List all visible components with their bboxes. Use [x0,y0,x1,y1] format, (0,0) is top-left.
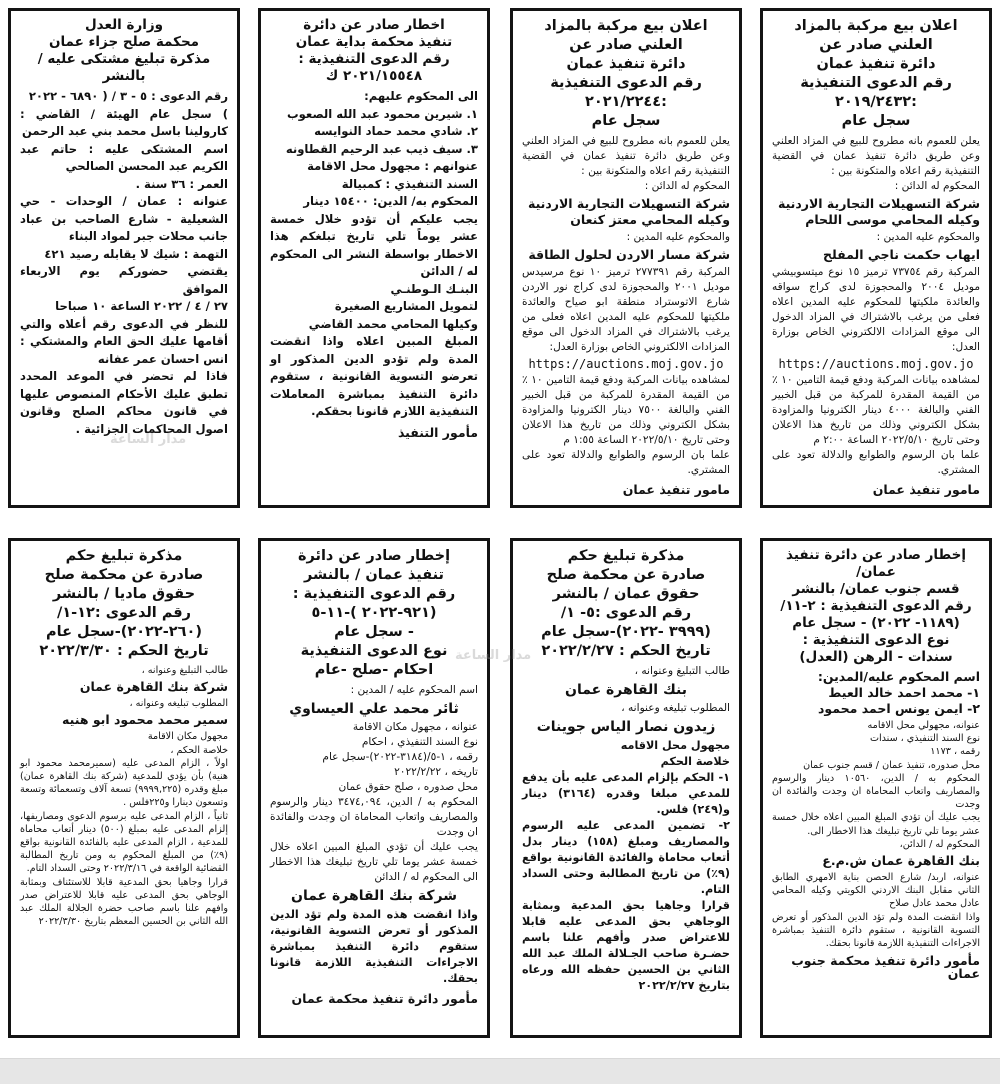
watermark: مدار الساعة [455,648,532,663]
recipient-name: زيدون نصار الياس جوينات [536,719,716,735]
notice-vehicle-auction-2019 [760,8,992,508]
auction-url: https://auctions.moj.gov.jo [528,357,724,371]
notice-intro: يعلن للعموم بانه مطروح للبيع في المزاد العلني وعن طريق دائرة تنفيذ عمان في القضية التنفيذية رقم اعلاه والمتكونة بين : المحكوم له الدائن : [772,135,980,192]
notice-header: اخطار صادر عن دائرة تنفيذ محكمة بداية عمان رقم الدعوى التنفيذية : ٢٠٢١/١٥٥٤٨ ك [295,17,453,84]
notice-body: رقم الدعوى : ٥ - ٣ / ( ٦٨٩٠ - ٢٠٢٢ ) سجل عام الهيئة / القاضي : كارولينا باسل محمد بني عبد الرحمن اسم المشتكى عليه : حاتم عبد الكريم عبد المحسن الصالحي العمر : ٣٦ سنة . عنوانه : عمان / الوحدات - حي الشعيلية - شارع الصاحب بن عباد جانب محلات جبر لمواد البناء التهمة : شيك لا يقابله رصيد ٤٢١ يقتضي حضوركم يوم الاربعاء الموافق ٢٧ / ٤ / ٢٠٢٢ الساعة ١٠ صباحا للنظر في الدعوى رقم أعلاه والتي أقامها عليك الحق العام والمشتكي : انس احسان عمر عفانه فاذا لم تحضر في الموعد المحدد تطبق عليك الأحكام المنصوص عليها في قانون محاكم الصلح وقانون اصول المحاكمات الجزائية . [20,89,228,436]
notice-header: مذكرة تبليغ حكم صادرة عن محكمة صلح حقوق عمان / بالنشر رقم الدعوى :٥- ١/ (٣٩٩٩ -٢٠٢٢)-سجل عام تاريخ الحكم : ٢٠٢٢/٢/٢٧ [541,548,711,659]
auction-terms: لمشاهده بيانات المركبة ودفع قيمة التامين ١٠ ٪ من القيمة المقدرة للمركبة من قبل الخبير الفني والبالغة ٤٠٠٠ دينار الكترونيا والمزاودة بشكل الكتروني وذلك من تاريخ هذا الاعلان وحتى تاريخ ٢٠٢٢/٥/١٠ الساعة ٢:٠٠ م علما بان الرسوم والطوابع والدلالة تعود على المشتري. [772,374,980,476]
notice-header: مذكرة تبليغ حكم صادرة عن محكمة صلح حقوق ماديا / بالنشر رقم الدعوى :١٢-١/ (٢٦٠-٢٠٢٢)-سجل عام تاريخ الحكم : ٢٠٢٢/٣/٣٠ [39,548,209,659]
judgment-summary: مجهول مكان الاقامة خلاصة الحكم ، اولاً ، الزام المدعى عليه (سميرمحمد محمود ابو هنية) بأن يؤدي للمدعية (شركة بنك القاهرة عمان) مبلغ وقدره (٩٩٩٩,٢٢٥) تسعة آلاف وتسعمائة وتسعة وتسعون دينارا و٢٢٥فلس . ثانياً ، الزام المدعى عليه برسوم الدعوى ومصاريفها، إلزام المدعى عليه بمبلغ (٥٠٠) دينار أتعاب محاماة للمدعية ، الزام المدعى عليه بالفائدة القانونية بواقع (٩٪) من المبلغ المحكوم به ومن تاريخ المطالبة القضائية الواقعة في ٢٠٢٢/٣/١٦ وحتى السداد التام. قرارا وجاهيا بحق المدعية قابلا للاستئناف وبمثابة الوجاهي بحق المدعى عليه قابلا للاعتراض صدر وافهم علنا باسم صاحب حضرة الجلالة الملك عبد الله الثاني بن الحسين المعظم بتاريخ ٢٠٢٢/٣/٣٠ [20,731,229,928]
notice-header: اعلان بيع مركبة بالمزاد العلني صادر عن دائرة تنفيذ عمان رقم الدعوى التنفيذية :٢٠١٩/٢٤٣٢ سجل عام [794,18,958,129]
notice-closing: عنوانه، اربد/ شارع الحصن بناية الامهري الطابق الثاني مقابل البنك الاردني الكويتي وكيله المحامي عادل محمد عادل صلاح واذا انقضت المدة ولم تؤد الدين المذكور أو تعرض التسوية القانونية ، ستقوم دائرة التنفيذ بمباشرة الاجراءات التنفيذية اللازمة قانونا بحقك. [772,872,980,950]
signature: مامور تنفيذ عمان [622,482,730,497]
requester-label: طالب التبليغ وعنوانه ، [634,665,730,677]
notice-header: إخطار صادر عن دائرة تنفيذ عمان/ قسم جنوب عمان/ بالنشر رقم الدعوى التنفيذية : ٢-١١/ (١١٨٩- ٢٠٢٢) - سجل عام نوع الدعوى التنفيذية : سندات - الرهن (العدل) [780,547,972,665]
creditor-name: بنك القاهرة عمان ش.م.ع [822,853,980,869]
debtor-label: والمحكوم عليه المدين : [876,231,980,243]
notice-vehicle-auction-2021 [510,8,742,508]
requester-label: طالب التبليغ وعنوانه ، [141,665,228,676]
notice-intro: يعلن للعموم بانه مطروح للبيع في المزاد العلني وعن طريق دائرة تنفيذ عمان في القضية التنفيذية رقم اعلاه والمتكونة بين : المحكوم له الدائن : [522,135,730,192]
judgment-summary: مجهول محل الاقامه خلاصة الحكم ١- الحكم بإلزام المدعى عليه بأن يدفع للمدعي مبلغا وقدره (٣١٦٤) دينار و(٢٤٩) فلس. ٢- تضمين المدعى عليه الرسوم والمصاريف ومبلغ (١٥٨) دينار بدل أتعاب محاماة والفائدة القانونية بواقع (٩٪) من تاريخ المطالبة وحتى السداد التام. قرارا وجاهيا بحق المدعية وبمثابة الوجاهي بحق المدعى عليه قابلا للاعتراض صدر وأفهم علنا باسم حضـرة صاحب الجـلالة الملك عبد الله الثاني بن الحسين حفظه الله ورعاه بتاريخ ٢٠٢٢/٢/٢٧ [522,739,730,992]
signature: مأمور دائرة تنفيذ محكمة جنوب عمان [791,953,980,982]
vehicle-details: المركبة رقم ٢٧٧٣٩١ ترميز ١٠ نوع مرسيدس موديل ٢٠٠١ والمحجوزة لدى كراج نور الاردن شارع الاتوستراد منطقة ابو صياح والعائدة ملكيتها للمحكوم عليه المدين اعلاه فعلى من يرغب بالاشتراك في المزاد الدخول الى موقع المزادات الالكتروني الخاص بوزارة العدل: [522,266,731,353]
notice-header: وزارة العدل محكمة صلح جزاء عمان مذكرة تبليغ مشتكى عليه / بالنشر [37,17,211,84]
debtor-name: ايهاب حكمت ناجي المفلح [823,247,980,262]
debtor-name: شركة مسار الاردن لحلول الطاقة [528,247,730,262]
notice-judgment-cairo-amman-bank [510,538,742,1038]
signature: مأمور التنفيذ [397,424,478,440]
notice-closing: واذا انقضت هذه المدة ولم تؤد الدين المذكور أو تعرض التسوية القانونية، ستقوم دائرة التنفيذ بمباشرة الاجراءات التنفيذية اللازمة قانونا بحقك. [270,908,478,985]
recipient-label: المطلوب تبليغه وعنوانه ، [621,702,730,714]
requester-name: شركة بنك القاهرة عمان [79,679,228,695]
notice-judgment-madaba [8,538,240,1038]
recipient-label: المطلوب تبليغه وعنوانه ، [129,698,228,710]
notice-body: الى المحكوم عليهم: ١. شيرين محمود عبد الله الصعوب ٢. شادي محمد حماد النوايسه ٣. سيف ذيب عبد الرحيم القطاونه عنوانهم : مجهول محل الاقامة السند التنفيذي : كمبيالة المحكوم به/ الدين: ١٥٤٠٠ دينار يجب عليكم أن تؤدو خلال خمسة عشر يوماً تلي تاريخ تبلغكم هذا الاخطار بواسطة النشر الى المحكوم له / الدائن البنـك الـوطنـي لتمويل المشاريع الصغيرة وكيلها المحامي محمد القاضي المبلغ المبين اعلاه واذا انقضت المدة ولم تؤدو الدين المذكور او تعرضو التسوية القانونية ، ستقوم دائرة التنفيذ بمباشرة المعاملات التنفيذية اللازم قانونا بحقكم. [270,89,478,418]
signature: مأمور دائرة تنفيذ محكمة عمان [291,991,478,1006]
notice-details: عنوانه ، مجهول مكان الاقامة نوع السند التنفيذي ، احكام رقمه ، ١-٥/(٣١٨٤-٢٠٢٢)-سجل عام تاريخه ، ٢٠٢٢/٢/٢٢ محل صدوره ، صلح حقوق عمان المحكوم به / الدين، ٣٤٧٤,٠٩٤ دينار والرسوم والمصاريف واتعاب المحاماة ان وجدت والفائدة ان وجدت يجب عليك أن تؤدي المبلغ المبين اعلاه خلال خمسة عشر يوما تلي تاريخ تبليغك هذا الاخطار الى المحكوم له / الدائن [270,721,478,883]
creditor-name: شركة التسهيلات التجارية الاردنية وكيله المحامي موسى اللحام [777,196,980,227]
notice-header: إخطار صادر عن دائرة تنفيذ عمان / بالنشر رقم الدعوى التنفيذية : (٩٢١-٢٠٢٢ )-١١-٥ - سجل عام نوع الدعوى التنفيذية احكام -صلح -عام [292,548,456,678]
requester-name: بنك القاهرة عمان [565,682,687,698]
debtor-names: اسم المحكوم عليه/المدين: ١- محمد احمد خالد العيط ٢- ايمن يونس احمد محمود [817,669,980,716]
notice-execution-warning-first-instance [258,8,490,508]
watermark: مدار الساعة [110,432,187,447]
notice-header: اعلان بيع مركبة بالمزاد العلني صادر عن دائرة تنفيذ عمان رقم الدعوى التنفيذية :٢٠٢١/٢٢٤٤ سجل عام [544,18,708,129]
auction-url: https://auctions.moj.gov.jo [778,357,974,371]
creditor-name: شركة التسهيلات التجارية الاردنية وكيله المحامي معتز كنعان [527,196,730,227]
notice-execution-south-amman [760,538,992,1038]
debtor-name: ثائر محمد علي العيساوي [289,701,459,717]
auction-terms: لمشاهده بيانات المركبة ودفع قيمة التامين ١٠ ٪ من القيمة المقدرة للمركبة من قبل الخبير الفني والبالغة ٧٥٠٠ دينار الكترونيا والمزاودة بشكل الكتروني وذلك من تاريخ هذا الاعلان وحتى تاريخ ٢٠٢٢/٥/١٠ الساعة ١:٥٥ م علما بان الرسوم والطوابع والدلالة تعود على المشتري. [522,374,730,476]
notice-execution-amman-judgments [258,538,490,1038]
debtor-label: اسم المحكوم عليه / المدين : [350,684,478,696]
creditor-name: شركة بنك القاهرة عمان [291,888,457,904]
notices-grid [8,8,992,1048]
recipient-name: سمير محمد محمود ابو هنيه [62,712,228,728]
debtor-label: والمحكوم عليه المدين : [626,231,730,243]
page-bottom-bar [0,1058,1000,1084]
notice-details: عنوانه، مجهولي محل الاقامه نوع السند التنفيذي ، سندات رقمه ، ١١٧٣ محل صدوره، تنفيذ عمان / قسم جنوب عمان المحكوم به / الدين، ١٠٥٦٠ دينار والرسوم والمصاريف واتعاب المحاماة ان وجدت والفائدة ان وجدت يجب عليك أن تؤدي المبلغ المبين اعلاه خلال خمسة عشر يوما تلي تاريخ تبليغك هذا الاخطار الى. المحكوم له / الدائن، [772,720,980,850]
vehicle-details: المركبة رقم ٧٣٧٥٤ ترميز ١٥ نوع ميتسوبيشي موديل ٢٠٠٤ والمحجوزة لدى كراج سواقه والعائدة ملكيتها للمحكوم عليه المدين اعلاه فعلى من يرغب بالاشتراك في المزاد الدخول الى موقع المزادات الالكتروني الخاص بوزارة العدل: [772,266,980,353]
signature: مامور تنفيذ عمان [872,482,980,497]
